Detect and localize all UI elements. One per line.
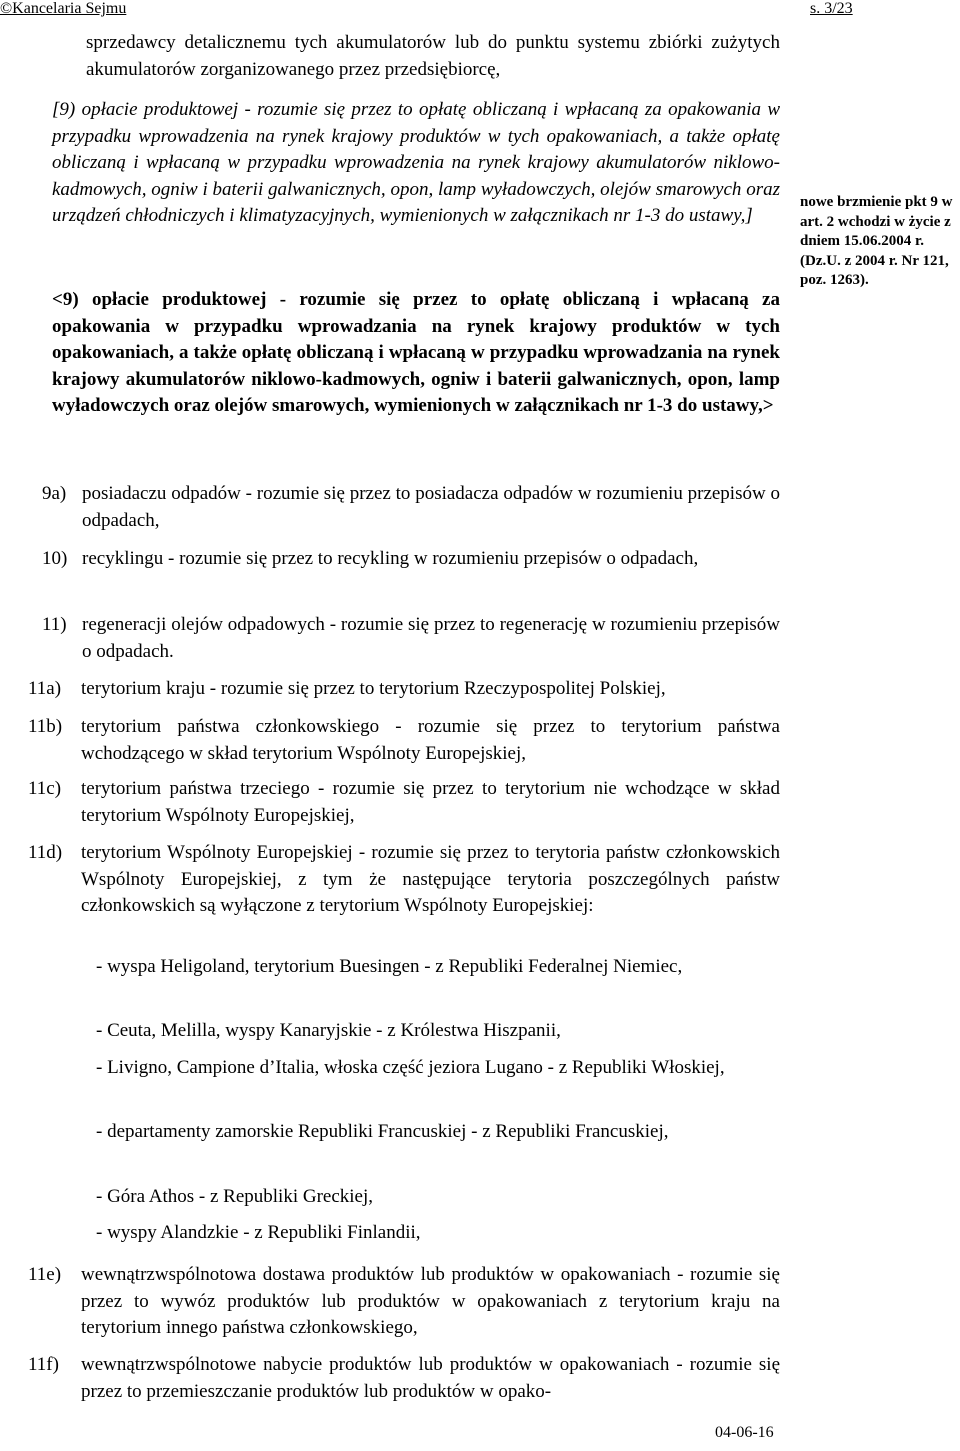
definition-item [42, 481, 780, 534]
definition-item [42, 612, 780, 665]
old-item-9-text: opłacie produktowej - rozumie się przez to opłatę obliczaną i wpłacaną za opakowania w przypadku wprowadzenia na rynek krajowy produktów w tych opakowaniach, a także opłatę obliczaną i wpłacaną w przypadku wprowadzenia na rynek krajowy akumulatorów niklowo-kadmowych, ogniw i baterii galwanicznych, opon, lamp wyładowczych, olejów smarowych oraz urządzeń chłodniczych i klimatyzacyjnych, wymienionych w załącznikach nr 1-3 do ustawy,] [52, 99, 781, 227]
definition-item-text: recyklingu - rozumie się przez to recykling w rozumieniu przepisów o odpadach, [82, 548, 699, 569]
exclusion-item: - departamenty zamorskie Republiki Francuskiej - z Republiki Francuskiej, [96, 1121, 669, 1142]
old-item-9 [52, 97, 780, 230]
definition-item-number: 11a) [28, 678, 62, 699]
new-item-9-number: <9) [52, 289, 79, 310]
definition-item-text: terytorium państwa trzeciego - rozumie się przez to terytorium nie wchodzące w skład terytorium Wspólnoty Europejskiej, [81, 778, 780, 826]
amendment-side-note: nowe brzmienie pkt 9 w art. 2 wchodzi w życie z dniem 15.06.2004 r. (Dz.U. z 2004 r. Nr 121, poz. 1263). [800, 194, 953, 288]
definition-item [28, 776, 780, 829]
header-copyright: ©Kancelaria Sejmu [0, 0, 127, 17]
definition-item-text: regeneracji olejów odpadowych - rozumie się przez to regenerację w rozumieniu przepisów o odpadach. [82, 614, 780, 662]
definition-item-number: 11b) [28, 716, 63, 737]
new-item-9-text: opłacie produktowej - rozumie się przez to opłatę obliczaną i wpłacaną za opakowania w przypadku wprowadzania na rynek krajowy produktów w tych opakowaniach, a także opłatę obliczaną i wpłacaną w przypadku wprowadzania na rynek krajowy akumulatorów niklowo-kadmowych, ogniw i baterii galwanicznych, opon, lamp wyładowczych oraz olejów smarowych, wymienionych w załącznikach nr 1-3 do ustawy,> [52, 289, 780, 417]
definition-item [28, 714, 780, 767]
exclusion-item: - Góra Athos - z Republiki Greckiej, [96, 1186, 374, 1207]
definition-item [28, 1262, 780, 1342]
definition-item [42, 546, 780, 573]
definition-item-text: terytorium państwa członkowskiego - rozumie się przez to terytorium państwa wchodzącego w skład terytorium Wspólnoty Europejskiej, [81, 716, 780, 764]
definition-item-number: 11c) [28, 778, 62, 799]
old-item-9-number: [9) [52, 99, 76, 120]
definition-item-number: 11d) [28, 842, 63, 863]
definition-item-number: 11) [42, 614, 67, 635]
intro-paragraph: sprzedawcy detalicznemu tych akumulatorów lub do punktu systemu zbiórki zużytych akumulatorów zorganizowanego przez przedsiębiorcę, [86, 32, 780, 80]
footer-date: 04-06-16 [715, 1424, 774, 1441]
definition-item-text: posiadaczu odpadów - rozumie się przez to posiadacza odpadów w rozumieniu przepisów o odpadach, [82, 483, 780, 531]
definition-item-number: 9a) [42, 483, 67, 504]
definition-item [28, 676, 780, 703]
definition-item [28, 1352, 780, 1405]
header-page-number: s. 3/23 [810, 0, 853, 17]
exclusion-item: - Livigno, Campione d’Italia, włoska część jeziora Lugano - z Republiki Włoskiej, [96, 1057, 725, 1078]
definition-item [28, 840, 780, 920]
definition-item-number: 10) [42, 548, 68, 569]
definition-item-text: terytorium kraju - rozumie się przez to terytorium Rzeczypospolitej Polskiej, [81, 678, 666, 699]
definition-item-text: wewnątrzwspólnotowe nabycie produktów lub produktów w opakowaniach - rozumie się przez to przemieszczanie produktów lub produktów w opako- [81, 1354, 780, 1402]
definition-item-number: 11f) [28, 1354, 59, 1375]
definition-item-text: terytorium Wspólnoty Europejskiej - rozumie się przez to terytoria państw członkowskich Wspólnoty Europejskiej, z tym że następujące terytoria poszczególnych państw członkowskich są wyłączone z terytorium Wspólnoty Europejskiej: [81, 842, 780, 917]
exclusion-item: - Ceuta, Melilla, wyspy Kanaryjskie - z Królestwa Hiszpanii, [96, 1020, 561, 1041]
definition-item-number: 11e) [28, 1264, 62, 1285]
definition-item-text: wewnątrzwspólnotowa dostawa produktów lub produktów w opakowaniach - rozumie się przez to wywóz produktów lub produktów w opakowaniach z terytorium kraju na terytorium innego państwa członkowskiego, [81, 1264, 780, 1339]
exclusion-item: - wyspa Heligoland, terytorium Buesingen - z Republiki Federalnej Niemiec, [96, 956, 683, 977]
exclusion-item: - wyspy Alandzkie - z Republiki Finlandii, [96, 1222, 421, 1243]
new-item-9 [52, 287, 780, 420]
